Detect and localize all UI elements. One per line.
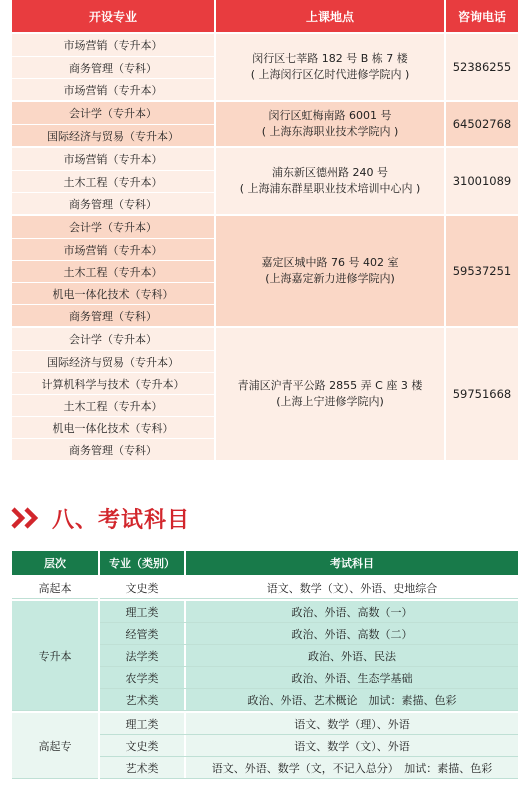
majors-cell — [12, 328, 214, 460]
address-note: ( 上海东海职业技术学院内 ) — [261, 125, 399, 138]
majors-cell — [12, 34, 214, 100]
location-table-header — [12, 0, 518, 32]
major-item: 机电一体化技术（专科） — [12, 282, 214, 304]
location-group — [12, 34, 518, 100]
phone-cell: 64502768 — [446, 102, 518, 146]
major-item: 计算机科学与技术（专升本） — [12, 372, 214, 394]
exam-level-group — [12, 577, 518, 599]
address-line: 闵行区虹梅南路 6001 号 — [268, 109, 392, 122]
subjects-cell: 政治、外语、艺术概论 加试：素描、色彩 — [186, 689, 518, 710]
major-item: 会计学（专升本） — [69, 107, 157, 120]
table-row — [100, 713, 518, 735]
category-cell: 文史类 — [100, 577, 184, 598]
location-group — [12, 216, 518, 326]
location-table — [12, 0, 518, 460]
category-cell: 法学类 — [100, 645, 184, 666]
phone-cell: 52386255 — [446, 34, 518, 100]
address-note: ( 上海闵行区亿时代进修学院内 ) — [250, 68, 410, 81]
section-heading — [10, 498, 190, 538]
phone-cell: 59537251 — [446, 216, 518, 326]
subjects-cell: 语文、数学（文）、外语 — [186, 735, 518, 756]
header-level: 层次 — [12, 551, 98, 575]
exam-subjects-table — [12, 551, 518, 779]
phone-cell: 31001089 — [446, 148, 518, 214]
level-cell: 专升本 — [12, 601, 98, 711]
major-item: 市场营销（专升本） — [63, 153, 163, 166]
address-cell — [216, 102, 444, 146]
major-item: 会计学（专升本） — [69, 333, 157, 346]
subjects-cell: 语文、数学（理）、外语 — [186, 713, 518, 734]
header-category: 专业（类别） — [100, 551, 184, 575]
address-line: 嘉定区城中路 76 号 402 室 — [261, 256, 399, 269]
major-item: 商务管理（专科） — [12, 192, 214, 214]
header-subjects: 考试科目 — [186, 551, 518, 575]
level-cell: 高起专 — [12, 713, 98, 779]
major-item: 市场营销（专升本） — [12, 78, 214, 100]
address-line: 青浦区沪青平公路 2855 弄 C 座 3 楼 — [237, 379, 423, 392]
majors-cell — [12, 216, 214, 326]
location-group — [12, 102, 518, 146]
table-row — [100, 601, 518, 623]
table-row — [100, 735, 518, 757]
address-line: 浦东新区德州路 240 号 — [272, 166, 388, 179]
table-row — [100, 645, 518, 667]
exam-level-group — [12, 713, 518, 779]
phone-cell: 59751668 — [446, 328, 518, 460]
exam-table-header — [12, 551, 518, 575]
table-row — [100, 757, 518, 779]
address-line: 闵行区七莘路 182 号 B 栋 7 楼 — [252, 52, 408, 65]
category-cell: 经管类 — [100, 623, 184, 644]
category-cell: 农学类 — [100, 667, 184, 688]
major-item: 商务管理（专科） — [12, 304, 214, 326]
exam-level-group — [12, 601, 518, 711]
header-location: 上课地点 — [216, 0, 444, 32]
table-row — [100, 667, 518, 689]
level-cell: 高起本 — [12, 577, 98, 599]
category-cell: 文史类 — [100, 735, 184, 756]
major-item: 市场营销（专升本） — [63, 39, 163, 52]
header-phone: 咨询电话 — [446, 0, 518, 32]
table-row — [100, 577, 518, 599]
category-cell: 艺术类 — [100, 757, 184, 778]
address-cell — [216, 328, 444, 460]
major-item: 机电一体化技术（专科） — [12, 416, 214, 438]
table-row — [100, 689, 518, 711]
header-majors: 开设专业 — [12, 0, 214, 32]
address-cell — [216, 216, 444, 326]
address-cell — [216, 34, 444, 100]
category-cell: 艺术类 — [100, 689, 184, 710]
address-note: (上海嘉定新力进修学院内) — [265, 272, 395, 285]
majors-cell — [12, 102, 214, 146]
table-row — [100, 623, 518, 645]
subjects-cell: 政治、外语、高数（二） — [186, 623, 518, 644]
address-note: (上海上宁进修学院内) — [276, 395, 384, 408]
category-cell: 理工类 — [100, 601, 184, 622]
major-item: 市场营销（专升本） — [12, 238, 214, 260]
subjects-cell: 政治、外语、高数（一） — [186, 601, 518, 622]
major-item: 国际经济与贸易（专升本） — [12, 124, 214, 146]
major-item: 土木工程（专升本） — [12, 394, 214, 416]
major-item: 土木工程（专升本） — [12, 260, 214, 282]
subjects-cell: 政治、外语、民法 — [186, 645, 518, 666]
subjects-cell: 语文、数学（文）、外语、史地综合 — [186, 577, 518, 598]
subjects-cell: 政治、外语、生态学基础 — [186, 667, 518, 688]
majors-cell — [12, 148, 214, 214]
address-cell — [216, 148, 444, 214]
subjects-cell: 语文、外语、数学（文，不记入总分） 加试：素描、色彩 — [186, 757, 518, 778]
category-cell: 理工类 — [100, 713, 184, 734]
address-note: ( 上海浦东群星职业技术培训中心内 ) — [239, 182, 421, 195]
major-item: 土木工程（专升本） — [12, 170, 214, 192]
location-group — [12, 148, 518, 214]
major-item: 国际经济与贸易（专升本） — [12, 350, 214, 372]
double-chevron-icon — [10, 506, 44, 530]
major-item: 会计学（专升本） — [69, 221, 157, 234]
major-item: 商务管理（专科） — [12, 438, 214, 460]
location-group — [12, 328, 518, 460]
major-item: 商务管理（专科） — [12, 56, 214, 78]
section-title: 八、考试科目 — [52, 507, 191, 533]
